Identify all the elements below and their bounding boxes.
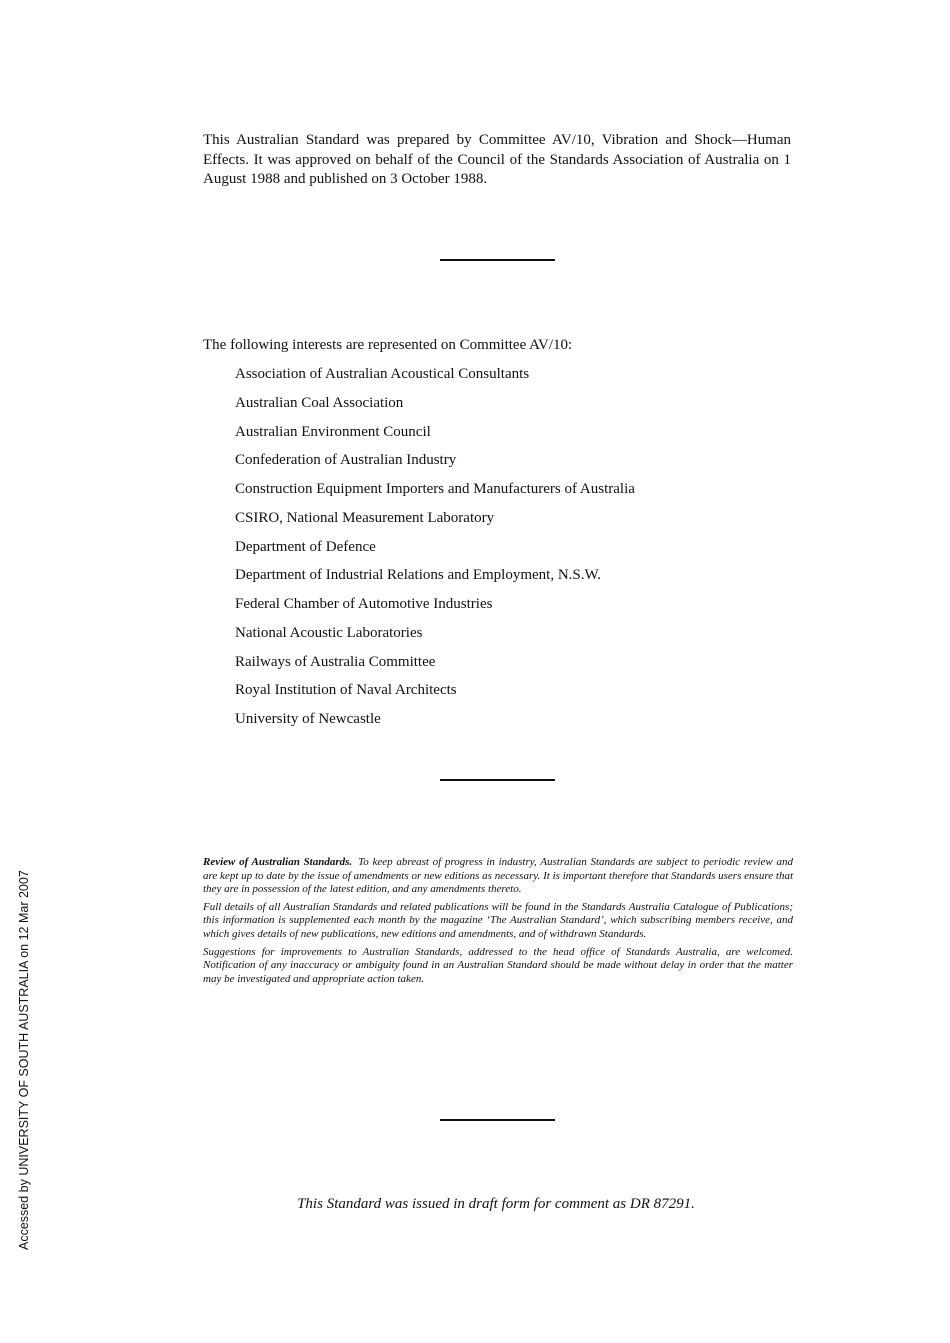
list-item: Federal Chamber of Automotive Industries	[235, 596, 493, 612]
list-item: Railways of Australia Committee	[235, 653, 436, 670]
list-item: Department of Industrial Relations and Employment, N.S.W.	[235, 567, 602, 584]
section-divider	[440, 779, 555, 781]
list-item: National Acoustic Laboratories	[235, 624, 423, 641]
list-item: Royal Institution of Naval Architects	[235, 682, 457, 699]
review-paragraph-2: Full details of all Australian Standards and related publications will be found in the Standards Australia Catalogue of Publications; this information is supplemented each month by the magazine ‘The Australian Standard’, which subscribing members receive, and which gives details of new publications, new editions and amendments, and of withdrawn Standards.	[203, 900, 793, 940]
list-item: Department of Defence	[235, 538, 376, 555]
list-item: University of Newcastle	[235, 711, 381, 727]
list-item: CSIRO, National Measurement Laboratory	[235, 509, 495, 526]
list-item: Australian Coal Association	[235, 394, 404, 411]
section-divider	[440, 259, 555, 261]
list-item: Construction Equipment Importers and Manufacturers of Australia	[235, 481, 635, 497]
list-item: Confederation of Australian Industry	[235, 452, 457, 469]
interests-list	[235, 364, 635, 738]
review-text: To keep abreast of progress in industry, Australian Standards are subject to periodic review and are kept up to date by the issue of amendments or new editions as necessary. It is important therefore that Standards users ensure that they are in possession of the latest edition, and any amendments thereto.	[203, 856, 793, 896]
review-notice	[203, 856, 793, 990]
access-stamp: Accessed by UNIVERSITY OF SOUTH AUSTRALIA on 12 Mar 2007	[17, 870, 31, 1250]
draft-note: This Standard was issued in draft form for comment as DR 87291.	[297, 1196, 695, 1212]
review-heading: Review of Australian Standards.	[203, 856, 353, 868]
interests-intro: The following interests are represented on Committee AV/10:	[203, 337, 573, 353]
section-divider	[440, 1119, 555, 1121]
preamble-paragraph: This Australian Standard was prepared by Committee AV/10, Vibration and Shock—Human Effects. It was approved on behalf of the Council of the Standards Association of Australia on 1 August 1988 and published on 3 October 1988.	[203, 132, 791, 187]
review-paragraph-1	[203, 856, 793, 897]
list-item: Australian Environment Council	[235, 423, 431, 440]
review-paragraph-3: Suggestions for improvements to Australian Standards, addressed to the head office of Standards Australia, are welcomed. Notification of any inaccuracy or ambiguity found in an Australian Standard should be made without delay in order that the matter may be investigated and appropriate action taken.	[203, 945, 793, 985]
list-item: Association of Australian Acoustical Consultants	[235, 366, 530, 382]
